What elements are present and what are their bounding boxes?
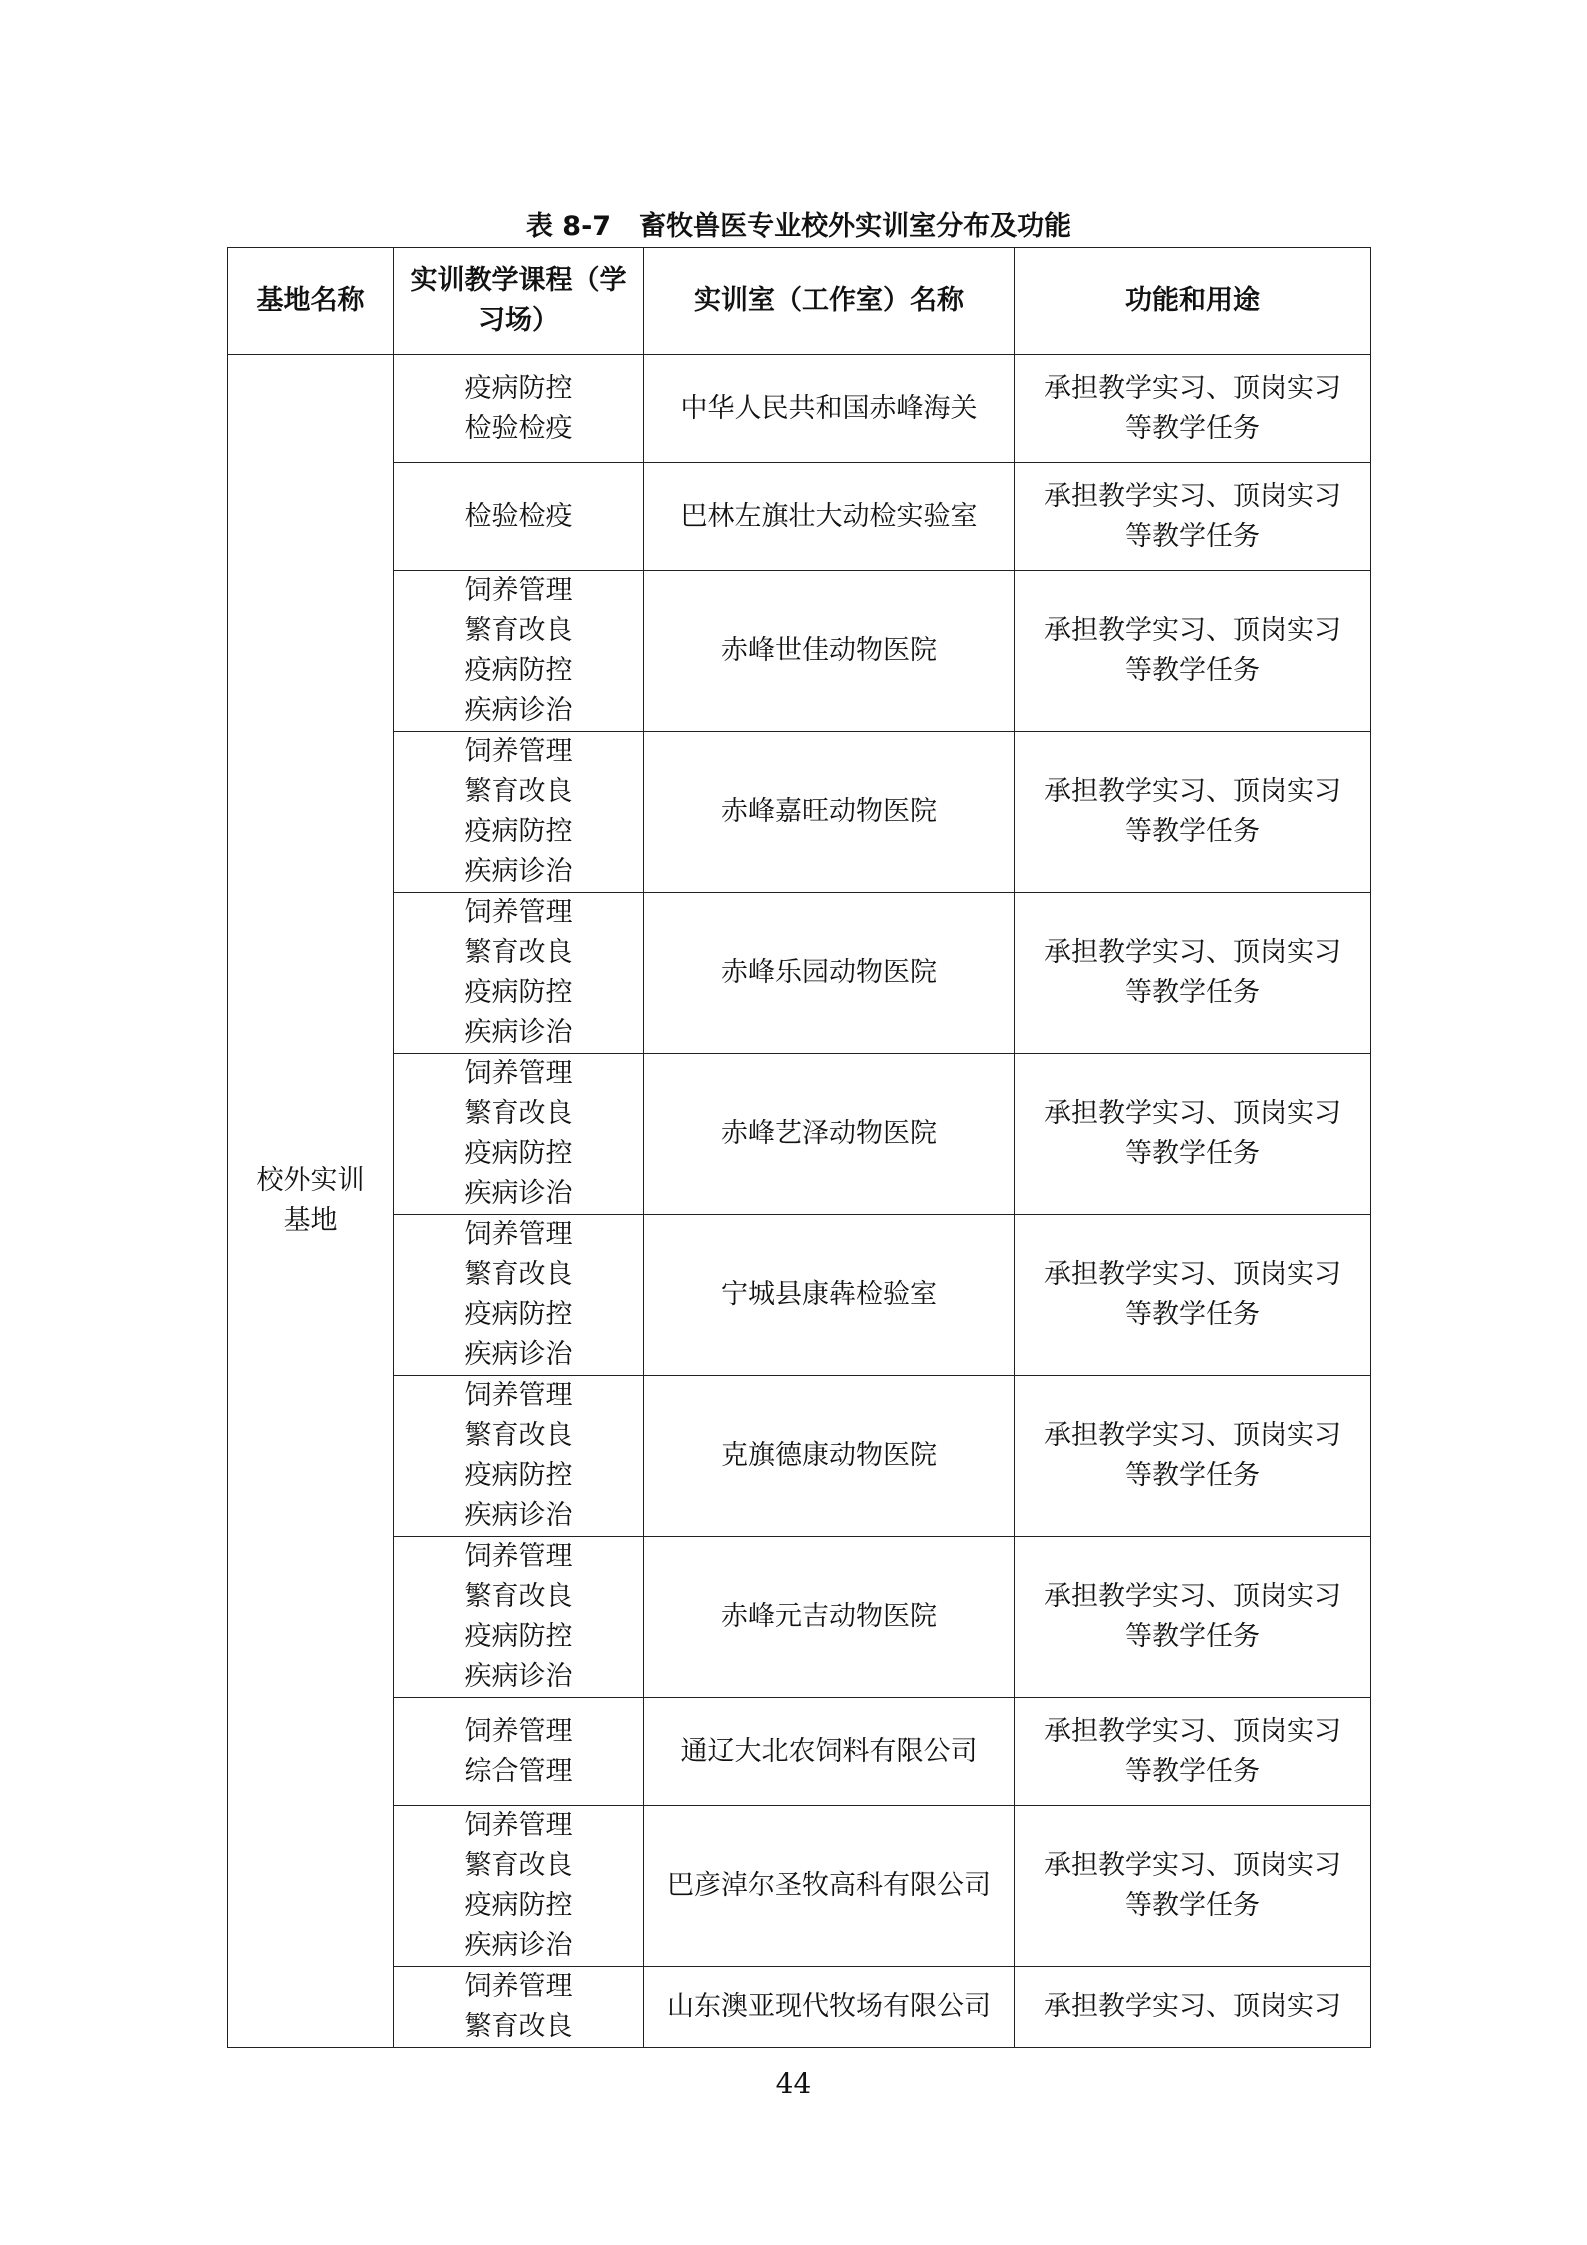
table-row [228,1054,1371,1215]
course-item: 繁育改良 [464,1259,573,1290]
course-cell [394,355,644,463]
table-row [228,571,1371,732]
function-cell: 承担教学实习、顶岗实习 等教学任务 [1015,1215,1371,1376]
course-item: 疫病防控 [464,1460,573,1491]
function-cell: 承担教学实习、顶岗实习 等教学任务 [1015,1376,1371,1537]
course-item: 疾病诊治 [464,856,573,887]
course-item: 综合管理 [464,1755,573,1787]
header-room-name: 实训室（工作室）名称 [644,248,1015,355]
table-row [228,1806,1371,1967]
course-item: 疫病防控 [464,1138,573,1169]
header-course: 实训教学课程（学习场） [394,248,644,355]
table-row [228,355,1371,463]
function-cell: 承担教学实习、顶岗实习 等教学任务 [1015,1537,1371,1698]
room-name-cell: 宁城县康犇检验室 [644,1215,1015,1376]
course-item: 饲养管理 [464,1971,573,2002]
table-row [228,1376,1371,1537]
table-row [228,1537,1371,1698]
course-item: 饲养管理 [464,1810,573,1841]
header-function: 功能和用途 [1015,248,1371,355]
room-name-cell: 通辽大北农饲料有限公司 [644,1698,1015,1806]
function-cell: 承担教学实习、顶岗实习 等教学任务 [1015,1698,1371,1806]
course-cell [394,1806,644,1967]
header-base-name: 基地名称 [228,248,394,355]
room-name-cell: 赤峰元吉动物医院 [644,1537,1015,1698]
course-cell [394,1537,644,1698]
course-item: 疾病诊治 [464,1500,573,1531]
table-row [228,1967,1371,2048]
course-item: 饲养管理 [464,736,573,767]
course-item: 繁育改良 [464,776,573,807]
course-item: 疾病诊治 [464,1178,573,1209]
room-name-cell: 山东澳亚现代牧场有限公司 [644,1967,1015,2048]
room-name-cell: 巴彦淖尔圣牧高科有限公司 [644,1806,1015,1967]
course-item: 繁育改良 [464,2011,573,2042]
function-cell: 承担教学实习、顶岗实习 等教学任务 [1015,732,1371,893]
course-cell [394,1054,644,1215]
course-item: 饲养管理 [464,1715,573,1747]
course-item: 疾病诊治 [464,1661,573,1692]
function-cell: 承担教学实习、顶岗实习 [1015,1967,1371,2048]
table-row [228,1215,1371,1376]
base-name-cell: 校外实训 基地 [228,355,394,2048]
table-row [228,463,1371,571]
course-item: 饲养管理 [464,1380,573,1411]
course-item: 疾病诊治 [464,695,573,726]
table-row [228,893,1371,1054]
course-item: 饲养管理 [464,1219,573,1250]
header-row [228,248,1371,355]
room-name-cell: 赤峰艺泽动物医院 [644,1054,1015,1215]
page-number: 44 [775,2067,812,2100]
course-item: 疫病防控 [464,1299,573,1330]
course-item: 疫病防控 [464,977,573,1008]
table-row [228,732,1371,893]
function-cell: 承担教学实习、顶岗实习 等教学任务 [1015,463,1371,571]
course-cell [394,1376,644,1537]
course-cell [394,732,644,893]
course-item: 检验检疫 [464,500,573,532]
course-item: 繁育改良 [464,937,573,968]
course-item: 饲养管理 [464,575,573,606]
course-item: 疫病防控 [464,655,573,686]
course-item: 疫病防控 [464,1890,573,1921]
course-item: 疫病防控 [464,372,573,404]
function-cell: 承担教学实习、顶岗实习 等教学任务 [1015,1054,1371,1215]
course-item: 疾病诊治 [464,1930,573,1961]
course-cell [394,463,644,571]
course-item: 繁育改良 [464,1420,573,1451]
course-item: 饲养管理 [464,1541,573,1572]
course-item: 疾病诊治 [464,1017,573,1048]
course-cell [394,571,644,732]
course-cell [394,1967,644,2048]
table-number: 表 8-7 [525,211,612,242]
course-cell [394,893,644,1054]
room-name-cell: 赤峰乐园动物医院 [644,893,1015,1054]
course-item: 疾病诊治 [464,1339,573,1370]
course-item: 繁育改良 [464,615,573,646]
room-name-cell: 赤峰嘉旺动物医院 [644,732,1015,893]
room-name-cell: 巴林左旗壮大动检实验室 [644,463,1015,571]
function-cell: 承担教学实习、顶岗实习 等教学任务 [1015,571,1371,732]
course-item: 疫病防控 [464,1621,573,1652]
course-cell [394,1215,644,1376]
course-item: 繁育改良 [464,1098,573,1129]
course-item: 繁育改良 [464,1581,573,1612]
function-cell: 承担教学实习、顶岗实习 等教学任务 [1015,1806,1371,1967]
room-name-cell: 中华人民共和国赤峰海关 [644,355,1015,463]
course-item: 疫病防控 [464,816,573,847]
room-name-cell: 克旗德康动物医院 [644,1376,1015,1537]
course-item: 饲养管理 [464,1058,573,1089]
table-row [228,1698,1371,1806]
function-cell: 承担教学实习、顶岗实习 等教学任务 [1015,893,1371,1054]
table-title: 畜牧兽医专业校外实训室分布及功能 [639,211,1072,242]
training-base-table [227,247,1371,2048]
course-cell [394,1698,644,1806]
table-caption [227,209,1370,245]
course-item: 饲养管理 [464,897,573,928]
function-cell: 承担教学实习、顶岗实习 等教学任务 [1015,355,1371,463]
table-body [228,355,1371,2048]
course-item: 检验检疫 [464,412,573,444]
course-item: 繁育改良 [464,1850,573,1881]
room-name-cell: 赤峰世佳动物医院 [644,571,1015,732]
